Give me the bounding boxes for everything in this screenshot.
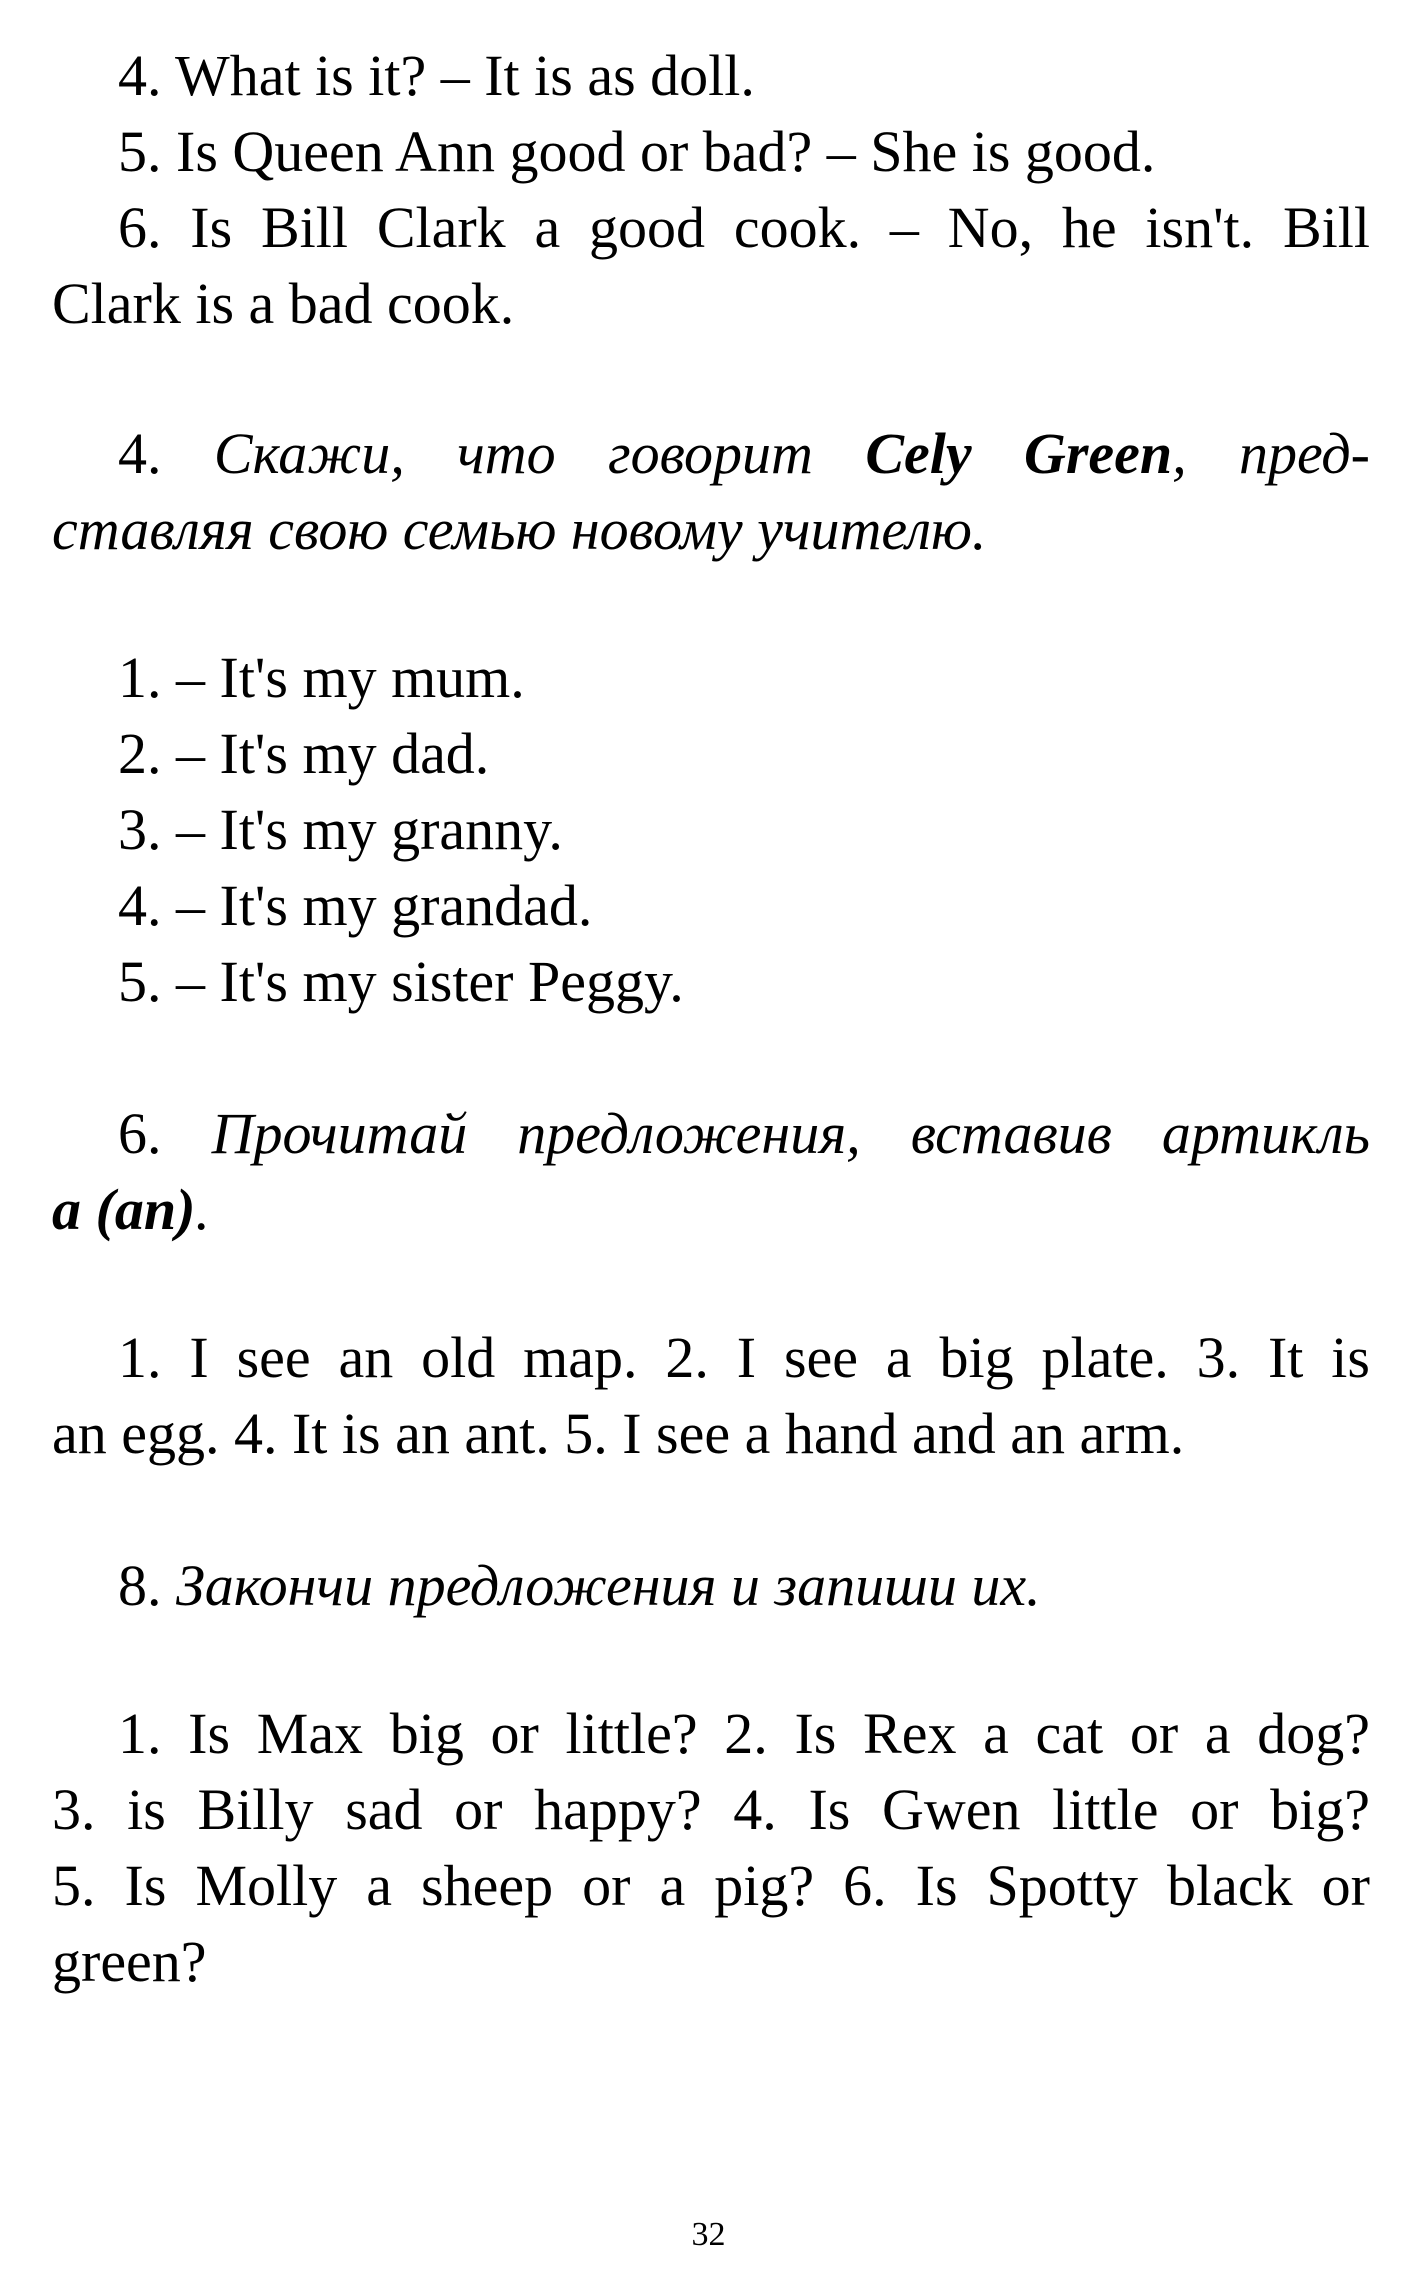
task-text: , пред- <box>1172 421 1370 486</box>
list-item: 2. – It's my dad. <box>118 721 490 786</box>
task-name: Cely Green <box>865 421 1173 486</box>
task-text: Прочитай предложения, вставив артикль <box>211 1101 1371 1166</box>
exercise-6 <box>52 1096 1370 1472</box>
exercise-6-task-line2 <box>52 1172 1370 1248</box>
exercise-8-task <box>52 1548 1370 1624</box>
answer-line: 4. What is it? – It is as doll. <box>118 43 755 108</box>
task-text: Закончи предложения и запиши их. <box>176 1553 1041 1618</box>
exercise-number: 8. <box>118 1553 162 1618</box>
exercise-number: 4. <box>118 421 162 486</box>
answer-line: Clark is a bad cook. <box>52 271 515 336</box>
task-text: . <box>195 1177 210 1242</box>
exercise-4-task-line2: ставляя свою семью новому учителю. <box>52 497 987 562</box>
exercise-number: 6. <box>118 1101 162 1166</box>
article-label: a (an) <box>52 1177 196 1242</box>
answer-line: 5. Is Molly a sheep or a pig? 6. Is Spotty black or <box>52 1853 1370 1918</box>
exercise-4 <box>52 416 1370 1020</box>
answers-block-a <box>52 38 1370 342</box>
exercise-4-task <box>52 416 1370 492</box>
list-item: 5. – It's my sister Peggy. <box>118 949 684 1014</box>
page-content <box>52 38 1370 2000</box>
page-number: 32 <box>691 2216 726 2253</box>
answer-line: 5. Is Queen Ann good or bad? – She is good. <box>118 119 1156 184</box>
list-item: 1. – It's my mum. <box>118 645 525 710</box>
answer-line: 1. I see an old map. 2. I see a big plate. 3. It is <box>118 1325 1370 1390</box>
list-item: 4. – It's my grandad. <box>118 873 593 938</box>
exercise-6-task <box>52 1096 1370 1172</box>
answer-line: an egg. 4. It is an ant. 5. I see a hand and an arm. <box>52 1401 1185 1466</box>
answer-line: 1. Is Max big or little? 2. Is Rex a cat or a dog? <box>118 1701 1370 1766</box>
list-item: 3. – It's my granny. <box>118 797 563 862</box>
answer-line: 6. Is Bill Clark a good cook. – No, he isn't. Bill <box>118 195 1370 260</box>
answer-line: 3. is Billy sad or happy? 4. Is Gwen little or big? <box>52 1777 1370 1842</box>
answer-line: green? <box>52 1929 207 1994</box>
exercise-8 <box>52 1548 1370 2000</box>
exercise-4-answers <box>52 640 1370 1020</box>
task-text: Скажи, что говорит <box>213 421 813 486</box>
